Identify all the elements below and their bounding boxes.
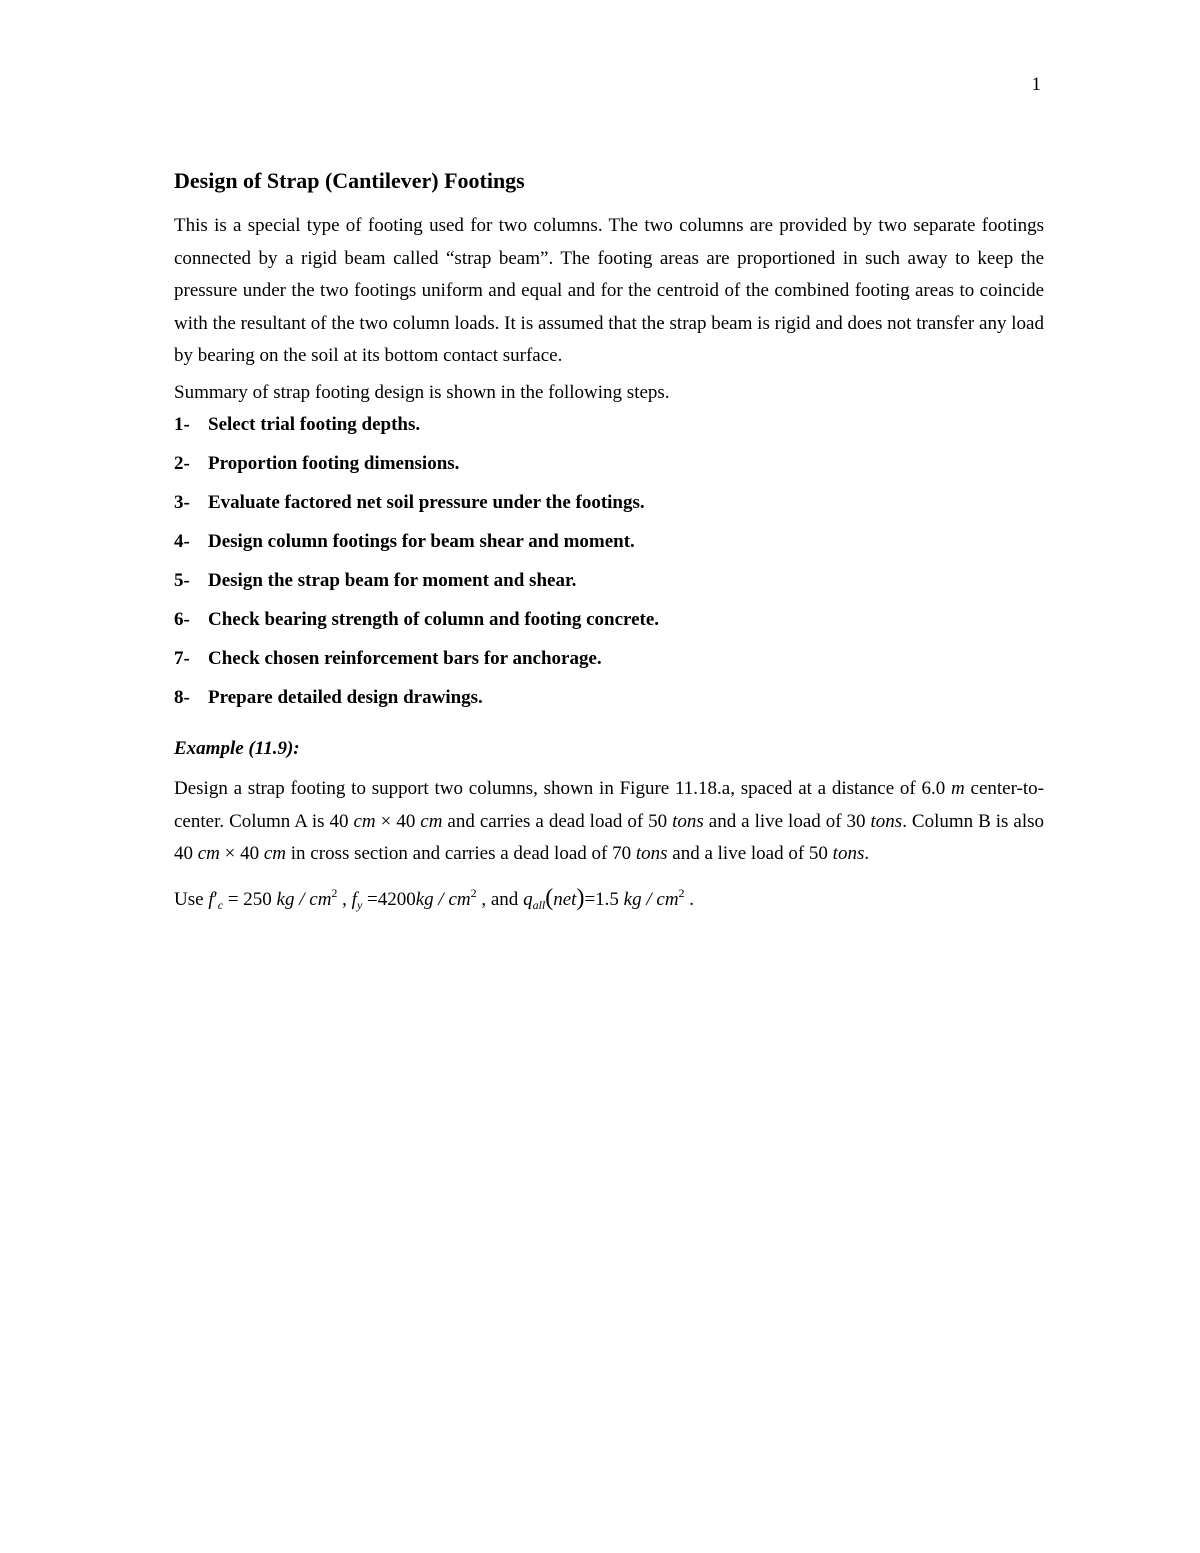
unit-kg-cm: kg / cm bbox=[276, 888, 332, 910]
intro-paragraph: This is a special type of footing used for two columns. The two columns are provided by two separate footings connected by a rigid beam called “strap beam”. The footing areas are proportioned in such away to keep the pressure under the two footings uniform and equal and for the centroid of the combined footing areas to coincide with the resultant of the two column loads. It is assumed that the strap beam is rigid and does not transfer any load by bearing on the soil at its bottom contact surface. bbox=[174, 215, 1044, 367]
step-text: Check bearing strength of column and footing concrete. bbox=[208, 608, 660, 630]
unit-m: m bbox=[951, 777, 965, 799]
step-text: Prepare detailed design drawings. bbox=[208, 686, 483, 708]
step-number: 6- bbox=[174, 608, 190, 630]
paren-open: ( bbox=[545, 884, 554, 911]
document-title: Design of Strap (Cantilever) Footings bbox=[174, 168, 525, 193]
q-value: =1.5 bbox=[584, 888, 624, 910]
step-item bbox=[174, 528, 1044, 567]
fy-value: =4200 bbox=[362, 888, 416, 910]
q-symbol: q bbox=[523, 888, 533, 910]
unit-tons: tons bbox=[832, 843, 865, 865]
step-item bbox=[174, 450, 1044, 489]
example-text: in cross section and carries a dead load of 70 bbox=[286, 843, 636, 865]
net-label: net bbox=[553, 888, 577, 910]
example-heading: Example (11.9): bbox=[174, 737, 300, 759]
unit-cm: cm bbox=[197, 843, 220, 865]
step-item bbox=[174, 645, 1044, 684]
unit-cm: cm bbox=[420, 810, 443, 832]
separator: , bbox=[337, 888, 352, 910]
example-text: center-to-center. Column A is 40 bbox=[174, 777, 1044, 832]
step-text: Proportion footing dimensions. bbox=[208, 452, 460, 474]
document-body bbox=[174, 168, 1044, 921]
step-number: 8- bbox=[174, 686, 190, 708]
unit-cm: cm bbox=[353, 810, 376, 832]
step-item bbox=[174, 489, 1044, 528]
separator: , and bbox=[476, 888, 524, 910]
step-text: Select trial footing depths. bbox=[208, 413, 421, 435]
step-number: 3- bbox=[174, 491, 190, 513]
step-number: 4- bbox=[174, 530, 190, 552]
example-text: . Column B is also 40 bbox=[174, 810, 1045, 865]
example-text: × 40 bbox=[375, 810, 421, 832]
unit-kg-cm: kg / cm bbox=[415, 888, 471, 910]
step-item bbox=[174, 684, 1044, 723]
example-text: and a live load of 50 bbox=[667, 843, 833, 865]
step-text: Evaluate factored net soil pressure under the footings. bbox=[208, 491, 645, 513]
superscript-2: 2 bbox=[331, 885, 338, 900]
unit-tons: tons bbox=[870, 810, 903, 832]
unit-tons: tons bbox=[635, 843, 668, 865]
fc-value: = 250 bbox=[223, 888, 277, 910]
step-number: 1- bbox=[174, 413, 190, 435]
example-text: × 40 bbox=[219, 843, 264, 865]
step-item bbox=[174, 606, 1044, 645]
fc-subscript: c bbox=[217, 897, 224, 912]
example-text: and a live load of 30 bbox=[703, 810, 871, 832]
fy-symbol: f bbox=[351, 888, 357, 910]
design-steps-list bbox=[174, 411, 1044, 723]
example-paragraph bbox=[174, 773, 1044, 871]
paren-close: ) bbox=[576, 884, 585, 911]
fc-symbol: f bbox=[208, 888, 214, 910]
line-end: . bbox=[684, 888, 695, 910]
step-number: 2- bbox=[174, 452, 190, 474]
summary-line: Summary of strap footing design is shown in the following steps. bbox=[174, 381, 670, 403]
unit-tons: tons bbox=[672, 810, 704, 832]
q-subscript: all bbox=[532, 897, 546, 912]
step-text: Design the strap beam for moment and shear. bbox=[208, 569, 577, 591]
step-item bbox=[174, 411, 1044, 450]
fy-subscript: y bbox=[356, 897, 363, 912]
superscript-2: 2 bbox=[470, 885, 477, 900]
example-text: . bbox=[864, 843, 870, 865]
unit-cm: cm bbox=[263, 843, 287, 865]
page-number: 1 bbox=[1031, 74, 1041, 95]
use-label: Use bbox=[174, 888, 209, 910]
step-number: 7- bbox=[174, 647, 190, 669]
material-properties-line bbox=[174, 877, 1044, 921]
step-number: 5- bbox=[174, 569, 190, 591]
unit-kg-cm: kg / cm bbox=[623, 888, 679, 910]
step-item bbox=[174, 567, 1044, 606]
step-text: Design column footings for beam shear and moment. bbox=[208, 530, 635, 552]
fc-prime: ′ bbox=[213, 888, 218, 910]
step-text: Check chosen reinforcement bars for anchorage. bbox=[208, 647, 602, 669]
example-text: and carries a dead load of 50 bbox=[442, 810, 673, 832]
example-text: Design a strap footing to support two columns, shown in Figure 11.18.a, spaced at a distance of 6.0 bbox=[174, 777, 952, 799]
superscript-2: 2 bbox=[678, 885, 685, 900]
